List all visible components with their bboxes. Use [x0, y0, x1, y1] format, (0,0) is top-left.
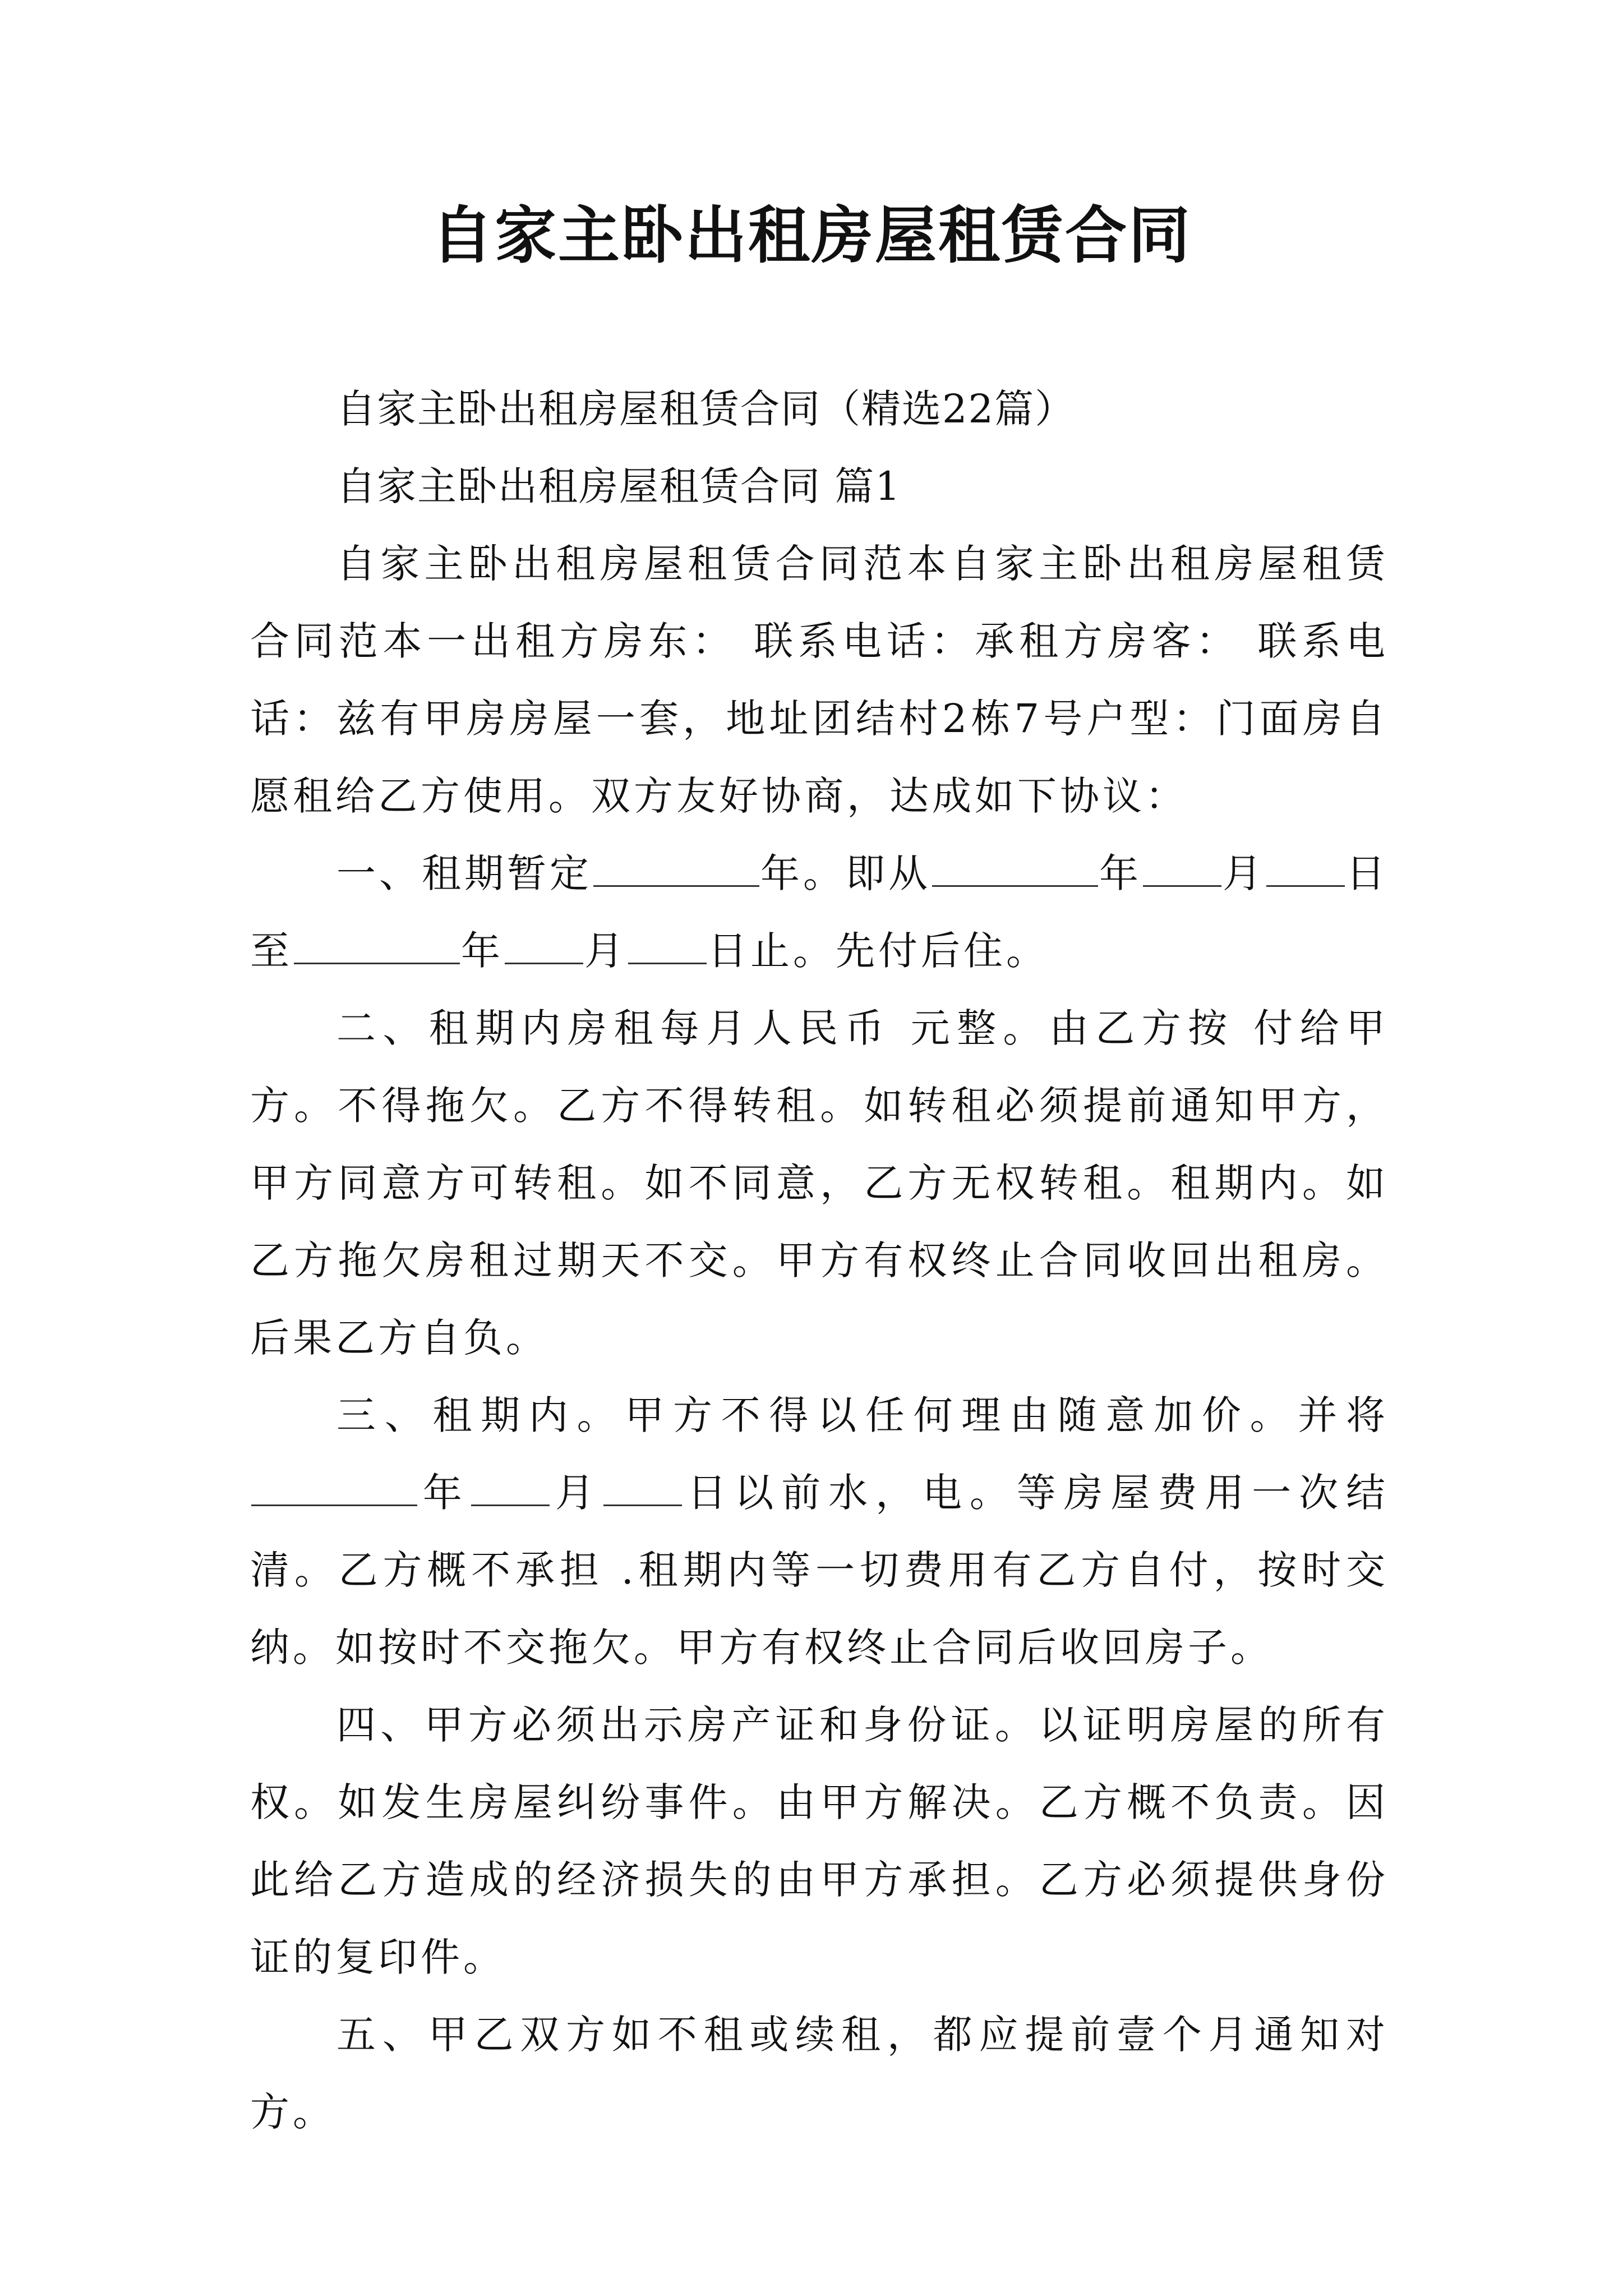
intro-paragraph: 自家主卧出租房屋租赁合同范本自家主卧出租房屋租赁合同范本一出租方房东： 联系电话：承租方房客： 联系电话：兹有甲房房屋一套，地址团结村2栋7号户型：门面房自愿租给乙方使用。双方友好协商，达成如下协议：	[250, 541, 1389, 819]
fill-blank	[1143, 852, 1221, 887]
fill-blank	[593, 852, 759, 887]
clause-1-text-a: 一、租期暂定	[336, 850, 592, 896]
clause-1-text-d: 月	[1223, 850, 1265, 896]
fill-blank	[932, 852, 1098, 887]
clause-1-paragraph	[250, 835, 1389, 990]
section-heading: 自家主卧出租房屋租赁合同 篇1	[336, 463, 901, 509]
document-body	[250, 370, 1389, 2151]
clause-5-paragraph: 五、甲乙双方如不租或续租，都应提前壹个月通知对方。	[250, 2012, 1389, 2135]
fill-blank	[251, 1471, 417, 1506]
clause-3-text-a: 三、租期内。甲方不得以任何理由随意加价。并将	[336, 1392, 1389, 1438]
clause-3-text-c: 月	[550, 1470, 602, 1516]
clause-1-text-c: 年	[1099, 850, 1142, 896]
clause-2-paragraph: 二、租期内房租每月人民币 元整。由乙方按 付给甲方。不得拖欠。乙方不得转租。如转租必须提前通知甲方，甲方同意方可转租。如不同意，乙方无权转租。租期内。如乙方拖欠房租过期天不交。甲方有权终止合同收回出租房。后果乙方自负。	[250, 1005, 1389, 1361]
clause-3-text-d: 日以前水，电。等房屋费用一次结清。乙方概不承担 .租期内等一切费用有乙方自付，按时交纳。如按时不交拖欠。甲方有权终止合同后收回房子。	[250, 1470, 1389, 1671]
clause-3-paragraph	[250, 1377, 1389, 1686]
fill-blank	[505, 929, 583, 964]
clause-1-text-g: 月	[584, 928, 627, 974]
clause-1-text-b: 年。即从	[760, 850, 931, 896]
fill-blank	[1266, 852, 1345, 887]
fill-blank	[294, 929, 460, 964]
document-title: 自家主卧出租房屋租赁合同	[431, 199, 1192, 272]
clause-4-paragraph: 四、甲方必须出示房产证和身份证。以证明房屋的所有权。如发生房屋纠纷事件。由甲方解决。乙方概不负责。因此给乙方造成的经济损失的由甲方承担。乙方必须提供身份证的复印件。	[250, 1702, 1389, 1980]
subtitle-paragraph: 自家主卧出租房屋租赁合同（精选22篇）	[336, 386, 1076, 432]
clause-1-text-e: 日至	[250, 850, 1389, 974]
fill-blank	[628, 929, 707, 964]
fill-blank	[471, 1471, 550, 1506]
clause-3-text-b: 年	[418, 1470, 470, 1516]
clause-1-text-f: 年	[461, 928, 504, 974]
clause-1-text-h: 日止。先付后住。	[708, 928, 1049, 974]
fill-blank	[603, 1471, 682, 1506]
